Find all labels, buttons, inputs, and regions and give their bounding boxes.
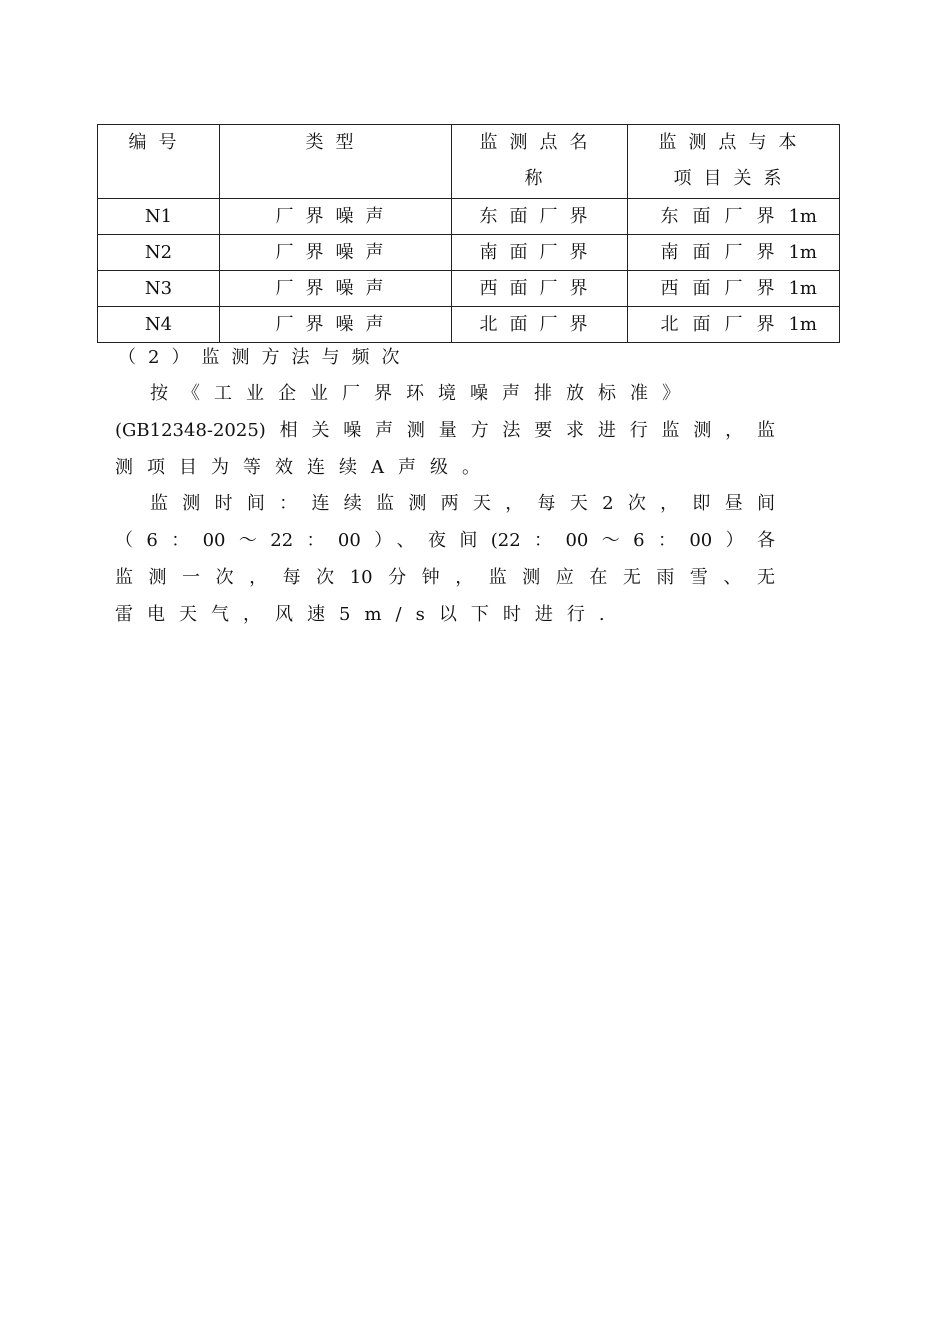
paragraph-line: (GB12348-2025)相关噪声测量方法要求进行监测，监 (115, 420, 775, 441)
paragraph-line: （6：00～22：00）、夜间(22：00～6：00）各 (115, 530, 775, 551)
cell-relation: 南面厂界1m (628, 235, 840, 271)
table-row (98, 307, 840, 343)
cell-relation: 西面厂界1m (628, 271, 840, 307)
table-row (98, 271, 840, 307)
cell-point-name: 北面厂界 (452, 307, 628, 343)
cell-type: 厂界噪声 (220, 307, 452, 343)
cell-point-name: 东面厂界 (452, 199, 628, 235)
cell-point-name: 西面厂界 (452, 271, 628, 307)
cell-point-name: 南面厂界 (452, 235, 628, 271)
header-relation: 监测点与本项目关系 (628, 125, 840, 199)
header-code: 编号 (98, 125, 220, 199)
table-row (98, 199, 840, 235)
cell-relation: 东面厂界1m (628, 199, 840, 235)
cell-code: N1 (98, 199, 220, 235)
section-heading: （2）监测方法与频次 (118, 347, 412, 368)
cell-code: N4 (98, 307, 220, 343)
cell-type: 厂界噪声 (220, 235, 452, 271)
paragraph-line: 按《工业企业厂界环境噪声排放标准》 (150, 383, 694, 404)
table-row (98, 235, 840, 271)
table-header-row (98, 125, 840, 199)
cell-type: 厂界噪声 (220, 271, 452, 307)
cell-code: N3 (98, 271, 220, 307)
header-point-name: 监测点名称 (452, 125, 628, 199)
cell-relation: 北面厂界1m (628, 307, 840, 343)
paragraph-line: 监测一次，每次10分钟，监测应在无雨雪、无 (115, 567, 775, 588)
paragraph-line: 测项目为等效连续A声级。 (115, 457, 494, 478)
monitoring-points-table (97, 124, 840, 343)
paragraph-line: 监测时间：连续监测两天，每天2次，即昼间 (150, 493, 775, 514)
paragraph-line: 雷电天气，风速5m/s以下时进行. (115, 604, 619, 625)
cell-code: N2 (98, 235, 220, 271)
cell-type: 厂界噪声 (220, 199, 452, 235)
header-type: 类型 (220, 125, 452, 199)
